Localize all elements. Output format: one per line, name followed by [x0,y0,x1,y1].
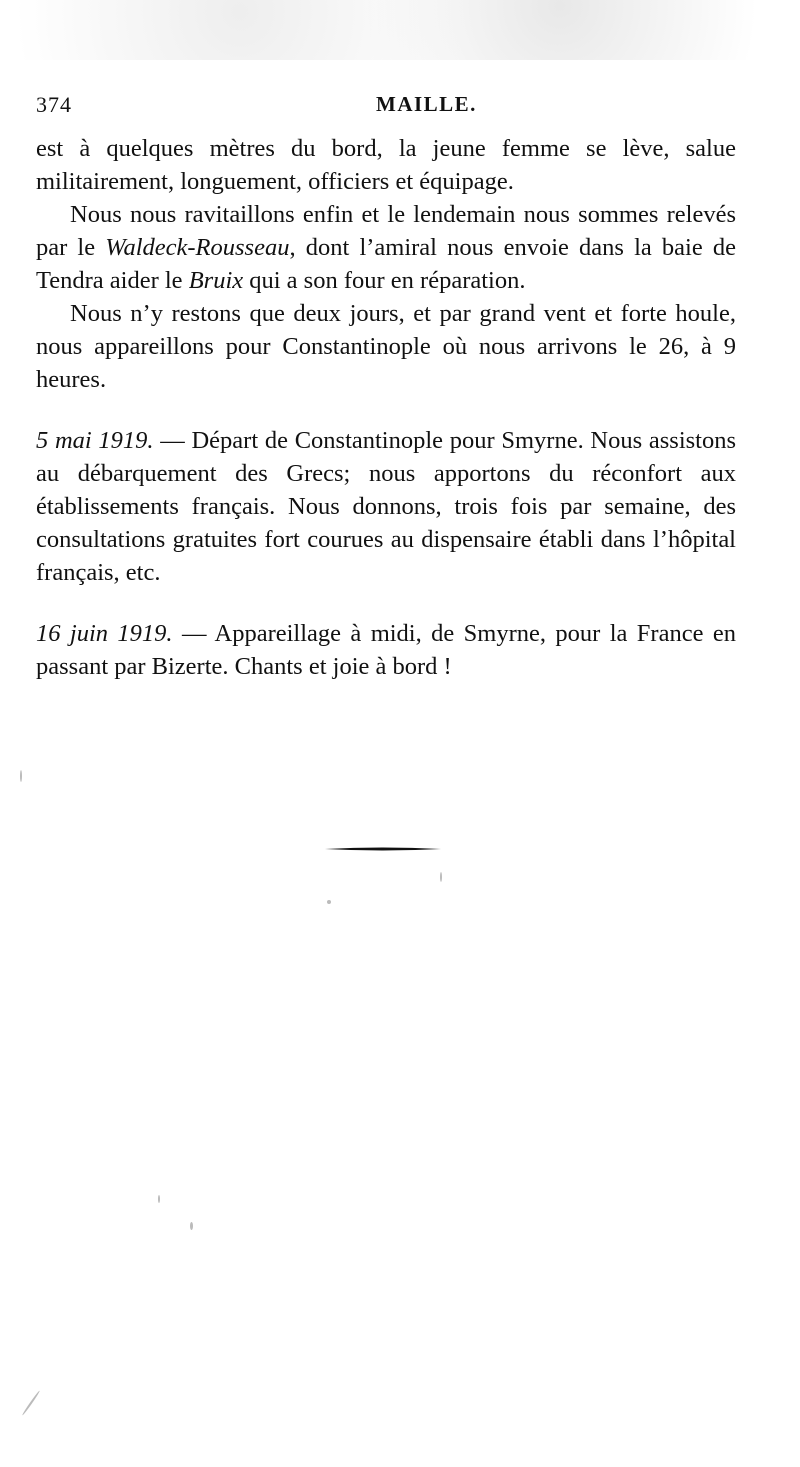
ship-name-bruix: Bruix [188,267,244,294]
paragraph-5-text: — Appareillage à midi, de Smyrne, pour la France en passant par Bizerte. Chants et joie à bord ! [36,620,736,680]
body-text [36,132,736,683]
ship-name-waldeck-rousseau: Waldeck-Rousseau [105,234,290,261]
scan-speck [22,1390,41,1416]
entry-date-5-mai: 5 mai 1919. [36,427,154,454]
paragraph-2-text-a: Nous nous ravitaillons enfin et le lendemain nous sommes relevés par le [36,201,736,261]
paragraph-3-text: Nous n’y restons que deux jours, et par grand vent et forte houle, nous appareillons pour Constantinople où nous arrivons le 26, à 9 heures. [36,300,736,393]
page-header [36,92,766,122]
page-number: 374 [36,92,72,117]
scan-speck [190,1222,193,1230]
scan-speck [20,770,22,782]
paragraph-1 [36,132,736,198]
end-ornament-rule [325,846,441,852]
scan-noise [0,0,800,60]
entry-date-16-juin: 16 juin 1919. [36,620,173,647]
paragraph-2-text-c: qui a son four en réparation. [243,267,526,294]
paragraph-1-text: est à quelques mètres du bord, la jeune femme se lève, salue militairement, longuement, officiers et équipage. [36,135,736,195]
paragraph-2-text-b: , dont l’amiral nous envoie dans la baie de Tendra aider le [36,234,737,294]
paragraph-3 [36,297,736,396]
paragraph-2 [36,198,736,297]
scan-speck [440,872,442,882]
paragraph-5 [36,617,736,683]
scan-speck [327,900,331,904]
running-title: MAILLE. [376,92,477,116]
scan-speck [158,1195,160,1203]
paragraph-4 [36,424,736,589]
paragraph-4-text: — Départ de Constantinople pour Smyrne. Nous assistons au débarquement des Grecs; nous apportons du réconfort aux établissements français. Nous donnons, trois fois par semaine, des consultations gratuites fort courues au dispensaire établi dans l’hôpital français, etc. [36,427,736,586]
